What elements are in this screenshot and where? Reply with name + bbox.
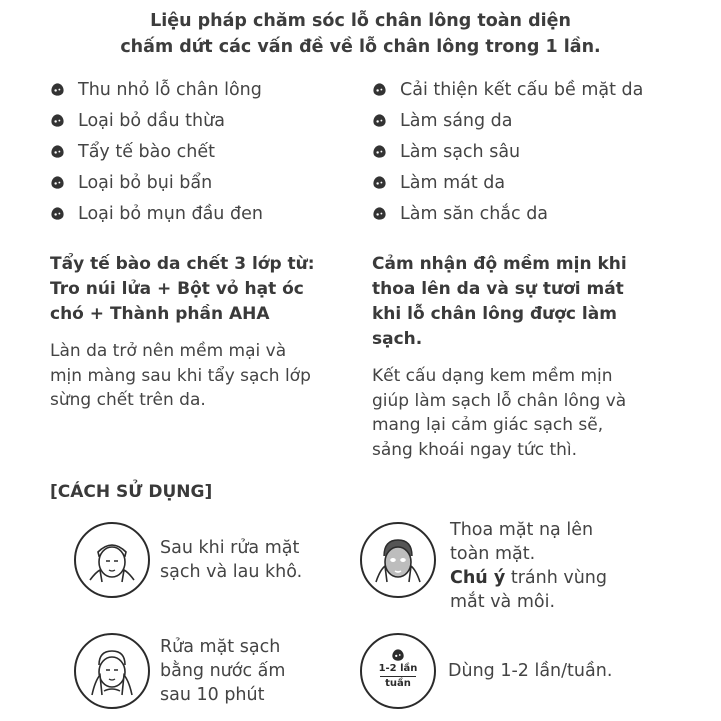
- usage-title: [CÁCH SỬ DỤNG]: [50, 482, 213, 502]
- benefit-item: [372, 167, 643, 198]
- mud-drop-icon: [372, 82, 387, 97]
- header-line-2: chấm dứt các vấn đề về lỗ chân lông trong 1 lần.: [120, 37, 601, 57]
- mud-drop-icon: [50, 113, 65, 128]
- step-text: Sau khi rửa mặt sạch và lau khô.: [160, 538, 303, 582]
- caution-label: Chú ý: [450, 568, 506, 588]
- benefit-item: [50, 105, 263, 136]
- benefit-label: Tẩy tế bào chết: [78, 141, 215, 162]
- benefit-label: Loại bỏ dầu thừa: [78, 110, 225, 131]
- step-text: Dùng 1-2 lần/tuần.: [448, 661, 613, 681]
- feature-body: Làn da trở nên mềm mại và mịn màng sau khi tẩy sạch lớp sừng chết trên da.: [50, 341, 311, 410]
- face-rinse-icon: [74, 633, 150, 709]
- frequency-bottom: tuần: [385, 678, 411, 690]
- benefits-list-right: [372, 74, 643, 229]
- page-header: [0, 8, 721, 60]
- benefits-list-left: [50, 74, 263, 229]
- benefit-label: Làm săn chắc da: [400, 203, 549, 224]
- feature-heading: Tẩy tế bào da chết 3 lớp từ: Tro núi lửa + Bột vỏ hạt óc chó + Thành phần AHA: [50, 254, 315, 324]
- benefit-label: Làm mát da: [400, 172, 506, 193]
- mud-drop-icon: [50, 144, 65, 159]
- feature-body: Kết cấu dạng kem mềm mịn giúp làm sạch lỗ chân lông và mang lại cảm giác sạch sẽ, sảng khoái ngay tức thì.: [372, 366, 627, 460]
- mud-drop-icon: [372, 175, 387, 190]
- face-mask-apply-icon: [360, 522, 436, 598]
- benefit-label: Cải thiện kết cấu bề mặt da: [400, 79, 644, 100]
- benefit-label: Loại bỏ bụi bẩn: [78, 172, 213, 193]
- mud-drop-icon: [372, 144, 387, 159]
- header-line-1: Liệu pháp chăm sóc lỗ chân lông toàn diện: [150, 11, 571, 31]
- benefit-item: [50, 167, 263, 198]
- benefit-item: [50, 136, 263, 167]
- benefit-item: [372, 105, 643, 136]
- mud-drop-icon: [372, 113, 387, 128]
- feature-exfoliation: [50, 252, 340, 413]
- mud-drop-icon: [50, 206, 65, 221]
- frequency-top: 1-2 lần: [378, 662, 418, 674]
- mud-drop-icon: [390, 648, 406, 662]
- mud-drop-icon: [50, 82, 65, 97]
- benefit-label: Loại bỏ mụn đầu đen: [78, 203, 263, 224]
- benefit-item: [50, 74, 263, 105]
- feature-heading: Cảm nhận độ mềm mịn khi thoa lên da và sự tươi mát khi lỗ chân lông được làm sạch.: [372, 254, 627, 349]
- benefit-item: [372, 136, 643, 167]
- benefit-label: Làm sáng da: [400, 110, 513, 131]
- step-text: Thoa mặt nạ lên toàn mặt. Chú ý tránh vùng mắt và môi.: [450, 520, 608, 612]
- step-caution: Chú ý tránh vùng: [450, 568, 608, 588]
- benefit-label: Thu nhỏ lỗ chân lông: [78, 79, 262, 100]
- benefit-item: [372, 74, 643, 105]
- face-towel-icon: [74, 522, 150, 598]
- benefit-item: [372, 198, 643, 229]
- benefit-label: Làm sạch sâu: [400, 141, 521, 162]
- feature-softness: [372, 252, 672, 462]
- step-text: Rửa mặt sạch bằng nước ấm sau 10 phút: [160, 637, 286, 705]
- mud-drop-icon: [50, 175, 65, 190]
- benefit-item: [50, 198, 263, 229]
- mud-drop-icon: [372, 206, 387, 221]
- frequency-icon: [360, 633, 436, 709]
